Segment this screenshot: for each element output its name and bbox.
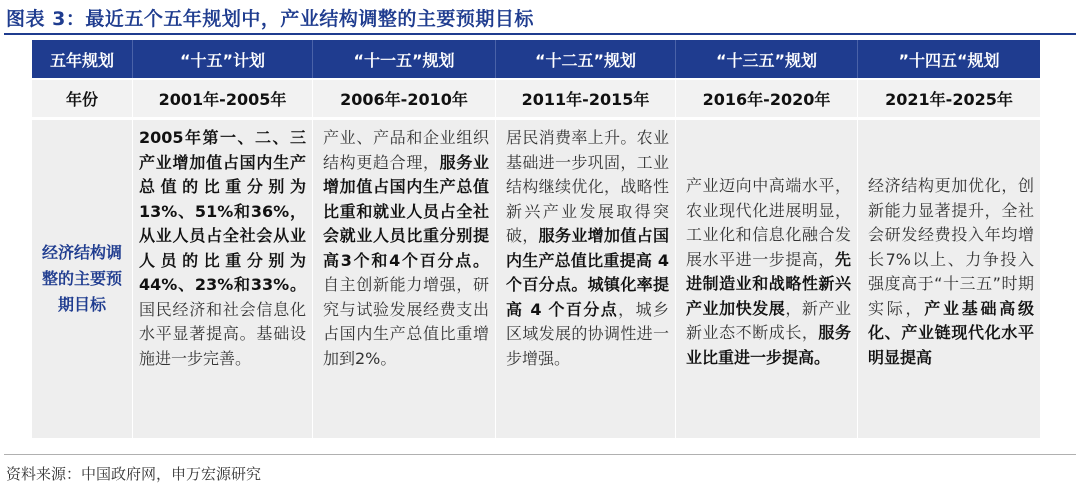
years-14th: 2021年-2025年 bbox=[857, 80, 1040, 117]
goals-10th-cell bbox=[132, 120, 312, 438]
goals-12th-plain-1: 居民消费率上升。农业基础进一步巩固，工业结构继续优化，战略性新兴产业发展取得突破， bbox=[506, 128, 669, 245]
years-13th: 2016年-2020年 bbox=[675, 80, 857, 117]
header-13th-plan: “十三五”规划 bbox=[675, 40, 857, 78]
goals-12th-text bbox=[496, 120, 675, 371]
goals-13th-plain-2: ，新产业新业态不断成长， bbox=[686, 298, 851, 342]
header-11th-plan: “十一五”规划 bbox=[312, 40, 495, 78]
table-row-goals bbox=[32, 120, 1040, 438]
header-14th-plan: ”十四五“规划 bbox=[857, 40, 1040, 78]
years-12th: 2011年-2015年 bbox=[495, 80, 675, 117]
goals-10th-plain-1: 国民经济和社会信息化水平显著提高。基础设施进一步完善。 bbox=[139, 299, 306, 368]
goals-14th-bold-1: 产业基础高级化、产业链现代化水平明显提高 bbox=[868, 298, 1034, 367]
header-12th-plan: “十二五”规划 bbox=[495, 40, 675, 78]
goals-13th-plain-1: 产业迈向中高端水平，农业现代化进展明显，工业化和信息化融合发展水平进一步提高， bbox=[686, 176, 851, 269]
goals-13th-cell bbox=[675, 120, 857, 438]
header-col-plan: 五年规划 bbox=[49, 50, 114, 70]
goals-11th-plain-1: 产业、产品和企业组织结构更趋合理， bbox=[323, 128, 489, 172]
years-10th: 2001年-2005年 bbox=[132, 80, 312, 117]
goals-11th-bold-1: 服务业增加值占国内生产总值比重和就业人员占全社会就业人员比重分别提高3个和4个百分点。 bbox=[323, 152, 489, 270]
goals-14th-plain-1: 经济结构更加优化，创新能力显著提升，全社会研发经费投入年均增长7%以上、力争投入强度高于“十三五”时期实际， bbox=[868, 176, 1034, 318]
goals-13th-text bbox=[676, 120, 857, 370]
table-header-row bbox=[32, 40, 1040, 78]
goals-11th-plain-2: 自主创新能力增强，研究与试验发展经费支出占国内生产总值比重增加到2%。 bbox=[323, 275, 489, 368]
goals-12th-bold-1: 服务业增加值占国内生产总值比重提高 4 个百分点。城镇化率提高 4 个百分点 bbox=[506, 226, 669, 319]
table-row-years bbox=[32, 80, 1040, 117]
goals-11th-cell bbox=[312, 120, 495, 438]
plan-table bbox=[32, 40, 1040, 438]
goals-label: 经济结构调整的主要预期目标 bbox=[41, 243, 122, 314]
goals-14th-cell bbox=[857, 120, 1040, 438]
goals-12th-plain-2: ，城乡区域发展的协调性进一步增强。 bbox=[506, 299, 669, 368]
goals-10th-bold-1: 2005年第一、二、三产业增加值占国内生产总值的比重分别为13%、51%和36%，从业人员占全社会从业人员的比重分别为44%、23%和33%。 bbox=[139, 128, 306, 294]
goals-10th-text bbox=[133, 120, 312, 371]
goals-label-cell bbox=[32, 120, 132, 438]
goals-14th-text bbox=[858, 120, 1040, 370]
goals-11th-text bbox=[313, 120, 495, 371]
header-10th-plan: “十五”计划 bbox=[132, 40, 312, 78]
goals-13th-bold-2: 服务业比重进一步提高。 bbox=[686, 323, 851, 367]
goals-12th-cell bbox=[495, 120, 675, 438]
goals-13th-bold-1: 先进制造业和战略性新兴产业加快发展 bbox=[686, 249, 851, 318]
years-11th: 2006年-2010年 bbox=[312, 80, 495, 117]
source-note: 资料来源：中国政府网，申万宏源研究 bbox=[6, 465, 262, 483]
years-label: 年份 bbox=[65, 90, 98, 109]
figure-title: 图表 3：最近五个五年规划中，产业结构调整的主要预期目标 bbox=[6, 8, 534, 30]
title-underline bbox=[4, 33, 1076, 35]
bottom-divider bbox=[4, 454, 1076, 455]
